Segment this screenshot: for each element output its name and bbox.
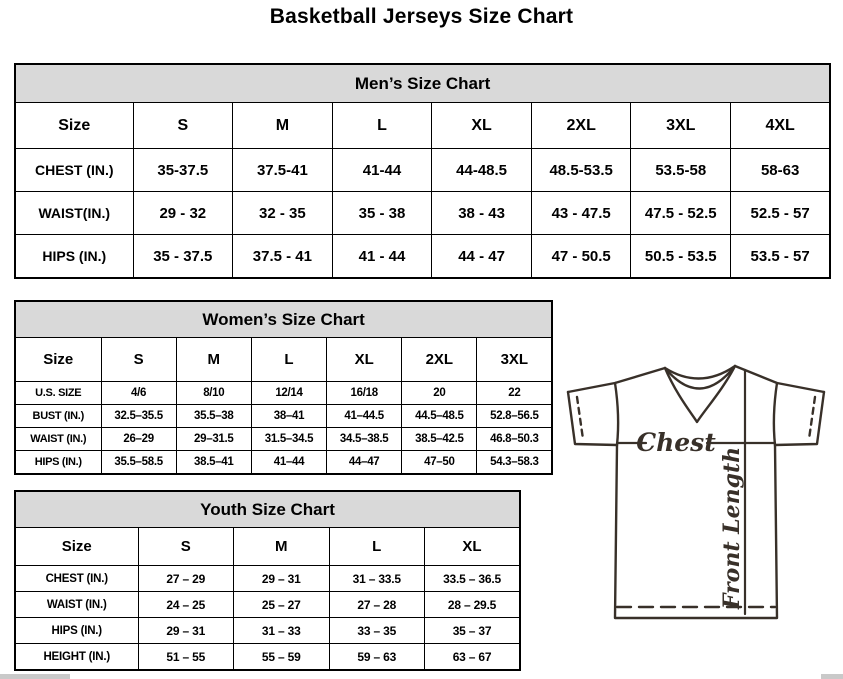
horizontal-scrollbar-fragment-left[interactable] [0, 674, 70, 679]
men-column-header-l: L [332, 103, 432, 149]
men-cell-value: 53.5 - 57 [731, 235, 831, 279]
youth-cell-value: 27 – 28 [329, 592, 425, 618]
men-cell-value: 29 - 32 [133, 192, 233, 235]
youth-cell-value: 29 – 31 [138, 618, 234, 644]
jersey-torso [615, 445, 777, 618]
youth-cell-value: 59 – 63 [329, 644, 425, 671]
women-cell-value: 26–29 [101, 428, 176, 451]
men-chart-title: Men’s Size Chart [15, 64, 830, 103]
youth-column-header-size: Size [15, 528, 138, 566]
women-cell-value: 38–41 [251, 405, 326, 428]
women-cell-value: 31.5–34.5 [251, 428, 326, 451]
jersey-right-cuff-dashes [809, 397, 815, 439]
women-cell-value: 54.3–58.3 [477, 451, 552, 475]
youth-chart-title: Youth Size Chart [15, 491, 520, 528]
women-cell-value: 44–47 [327, 451, 402, 475]
youth-table-row [15, 644, 520, 671]
women-column-header-l: L [251, 338, 326, 382]
men-cell-value: 35-37.5 [133, 149, 233, 192]
women-row-label: HIPS (IN.) [15, 451, 101, 475]
men-column-header-3xl: 3XL [631, 103, 731, 149]
women-cell-value: 29–31.5 [176, 428, 251, 451]
women-cell-value: 4/6 [101, 382, 176, 405]
women-column-header-3xl: 3XL [477, 338, 552, 382]
youth-cell-value: 63 – 67 [425, 644, 521, 671]
men-cell-value: 41-44 [332, 149, 432, 192]
youth-cell-value: 55 – 59 [234, 644, 330, 671]
youth-cell-value: 27 – 29 [138, 566, 234, 592]
women-table-row [15, 405, 552, 428]
men-table-row [15, 192, 830, 235]
women-cell-value: 34.5–38.5 [327, 428, 402, 451]
men-cell-value: 32 - 35 [233, 192, 333, 235]
youth-cell-value: 25 – 27 [234, 592, 330, 618]
youth-cell-value: 31 – 33.5 [329, 566, 425, 592]
jersey-right-seam [774, 383, 777, 445]
women-cell-value: 35.5–38 [176, 405, 251, 428]
men-column-header-xl: XL [432, 103, 532, 149]
women-column-header-size: Size [15, 338, 101, 382]
youth-row-label: WAIST (IN.) [15, 592, 138, 618]
womens-size-chart-table [14, 300, 553, 475]
men-cell-value: 58-63 [731, 149, 831, 192]
women-cell-value: 41–44.5 [327, 405, 402, 428]
youth-cell-value: 51 – 55 [138, 644, 234, 671]
men-cell-value: 35 - 38 [332, 192, 432, 235]
front-length-label: Front Length [719, 446, 745, 610]
men-row-label: WAIST(IN.) [15, 192, 133, 235]
women-table-row [15, 451, 552, 475]
jersey-outline-drawing [558, 356, 840, 626]
youth-table-row [15, 618, 520, 644]
mens-size-chart-table [14, 63, 831, 279]
youth-cell-value: 24 – 25 [138, 592, 234, 618]
men-cell-value: 37.5 - 41 [233, 235, 333, 279]
women-cell-value: 16/18 [327, 382, 402, 405]
men-column-header-m: M [233, 103, 333, 149]
page-title: Basketball Jerseys Size Chart [269, 5, 574, 28]
youth-column-header-xl: XL [425, 528, 521, 566]
men-row-label: CHEST (IN.) [15, 149, 133, 192]
youth-cell-value: 28 – 29.5 [425, 592, 521, 618]
youth-column-header-m: M [234, 528, 330, 566]
jersey-left-sleeve [568, 392, 617, 445]
youth-size-chart-table [14, 490, 521, 671]
women-row-label: BUST (IN.) [15, 405, 101, 428]
youth-column-header-s: S [138, 528, 234, 566]
men-row-label: HIPS (IN.) [15, 235, 133, 279]
youth-cell-value: 35 – 37 [425, 618, 521, 644]
men-cell-value: 48.5-53.5 [531, 149, 631, 192]
women-chart-title: Women’s Size Chart [15, 301, 552, 338]
women-table-row [15, 382, 552, 405]
women-cell-value: 44.5–48.5 [402, 405, 477, 428]
youth-cell-value: 33.5 – 36.5 [425, 566, 521, 592]
youth-row-label: CHEST (IN.) [15, 566, 138, 592]
men-cell-value: 35 - 37.5 [133, 235, 233, 279]
jersey-right-sleeve [775, 392, 824, 445]
women-column-header-xl: XL [327, 338, 402, 382]
women-column-header-row [15, 338, 552, 382]
men-cell-value: 47 - 50.5 [531, 235, 631, 279]
jersey-left-cuff-dashes [577, 397, 583, 439]
men-cell-value: 50.5 - 53.5 [631, 235, 731, 279]
youth-cell-value: 29 – 31 [234, 566, 330, 592]
men-table-row [15, 149, 830, 192]
horizontal-scrollbar-fragment-right[interactable] [821, 674, 843, 679]
men-cell-value: 52.5 - 57 [731, 192, 831, 235]
women-cell-value: 52.8–56.5 [477, 405, 552, 428]
youth-column-header-row [15, 528, 520, 566]
youth-cell-value: 31 – 33 [234, 618, 330, 644]
women-column-header-s: S [101, 338, 176, 382]
women-column-header-2xl: 2XL [402, 338, 477, 382]
jersey-right-shoulder [735, 366, 824, 392]
youth-row-label: HIPS (IN.) [15, 618, 138, 644]
men-column-header-s: S [133, 103, 233, 149]
men-column-header-size: Size [15, 103, 133, 149]
men-table-row [15, 235, 830, 279]
women-cell-value: 32.5–35.5 [101, 405, 176, 428]
women-cell-value: 47–50 [402, 451, 477, 475]
women-cell-value: 20 [402, 382, 477, 405]
chest-label: Chest [636, 428, 716, 457]
women-table-row [15, 428, 552, 451]
jersey-measurement-diagram [558, 356, 840, 626]
jersey-left-seam [615, 383, 618, 445]
youth-cell-value: 33 – 35 [329, 618, 425, 644]
women-cell-value: 38.5–41 [176, 451, 251, 475]
youth-table-row [15, 566, 520, 592]
men-cell-value: 53.5-58 [631, 149, 731, 192]
women-cell-value: 22 [477, 382, 552, 405]
women-cell-value: 35.5–58.5 [101, 451, 176, 475]
women-cell-value: 38.5–42.5 [402, 428, 477, 451]
men-cell-value: 44-48.5 [432, 149, 532, 192]
youth-row-label: HEIGHT (IN.) [15, 644, 138, 671]
men-cell-value: 43 - 47.5 [531, 192, 631, 235]
men-column-header-2xl: 2XL [531, 103, 631, 149]
men-cell-value: 41 - 44 [332, 235, 432, 279]
men-cell-value: 38 - 43 [432, 192, 532, 235]
women-cell-value: 8/10 [176, 382, 251, 405]
women-row-label: WAIST (IN.) [15, 428, 101, 451]
women-cell-value: 41–44 [251, 451, 326, 475]
men-cell-value: 37.5-41 [233, 149, 333, 192]
youth-table-row [15, 592, 520, 618]
men-cell-value: 47.5 - 52.5 [631, 192, 731, 235]
women-row-label: U.S. SIZE [15, 382, 101, 405]
women-cell-value: 12/14 [251, 382, 326, 405]
men-column-header-4xl: 4XL [731, 103, 831, 149]
women-column-header-m: M [176, 338, 251, 382]
youth-column-header-l: L [329, 528, 425, 566]
men-cell-value: 44 - 47 [432, 235, 532, 279]
men-column-header-row [15, 103, 830, 149]
women-cell-value: 46.8–50.3 [477, 428, 552, 451]
